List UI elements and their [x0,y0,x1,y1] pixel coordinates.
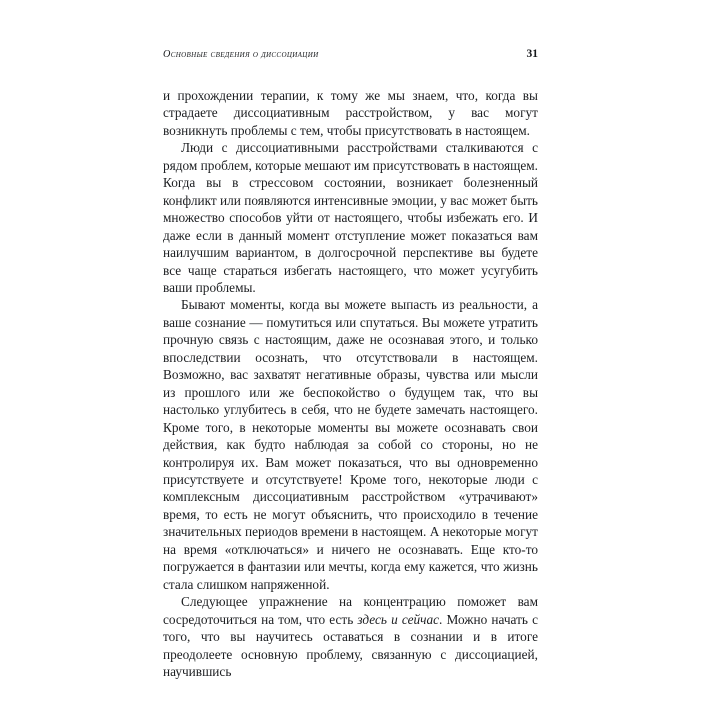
page-number: 31 [526,48,538,60]
running-head-title: Основные сведения о диссоциации [163,49,319,60]
paragraph: Бывают моменты, когда вы можете выпасть из реальности, а ваше сознание — помутиться или спутаться. Вы можете утратить прочную связь с настоящим, даже не осознавая этого, и только впоследствии осознать, что отсутствовали в настоящем. Возможно, вас захватят негативные образы, чувства или мысли из прошлого или же беспокойство о будущем так, что вы настолько углубитесь в себя, что не будете замечать настоящего. Кроме того, в некоторые моменты вы можете осознавать свои действия, как будто наблюдая за собой со стороны, но не контролируя их. Вам может показаться, что вы одновременно присутствуете и отсутствуете! Кроме того, некоторые люди с комплексным диссоциативным расстройством «утрачивают» время, то есть не могут объяснить, что происходило в течение значительных периодов времени в настоящем. А некоторые могут на время «отключаться» и ничего не осознавать. Еще кто-то погружается в фантазии или мечты, когда ему кажется, что жизнь стала слишком напряженной. [163,297,538,592]
paragraph: Люди с диссоциативными расстройствами сталкиваются с рядом проблем, которые мешают им присутствовать в настоящем. Когда вы в стрессовом состоянии, возникает болезненный конфликт или появляются интенсивные эмоции, у вас может быть множество способов уйти от настоящего, чтобы избежать его. И даже если в данный момент отступление может показаться вам наилучшим вариантом, в долгосрочной перспективе вы будете все чаще стараться избегать настоящего, что может усугубить ваши проблемы. [163,140,538,295]
body-text-block [163,87,538,680]
running-head [163,48,538,60]
paragraph: Следующее упражнение на концентрацию поможет вам сосредоточиться на том, что есть здесь и сейчас. Можно начать с того, что вы научитесь оставаться в сознании и в итоге преодолеете основную проблему, связанную с диссоциацией, научившись [163,594,538,679]
paragraph: и прохождении терапии, к тому же мы знаем, что, когда вы страдаете диссоциативным расстройством, у вас могут возникнуть проблемы с тем, чтобы присутствовать в настоящем. [163,88,538,138]
emphasised-phrase: здесь и сейчас [357,611,440,627]
